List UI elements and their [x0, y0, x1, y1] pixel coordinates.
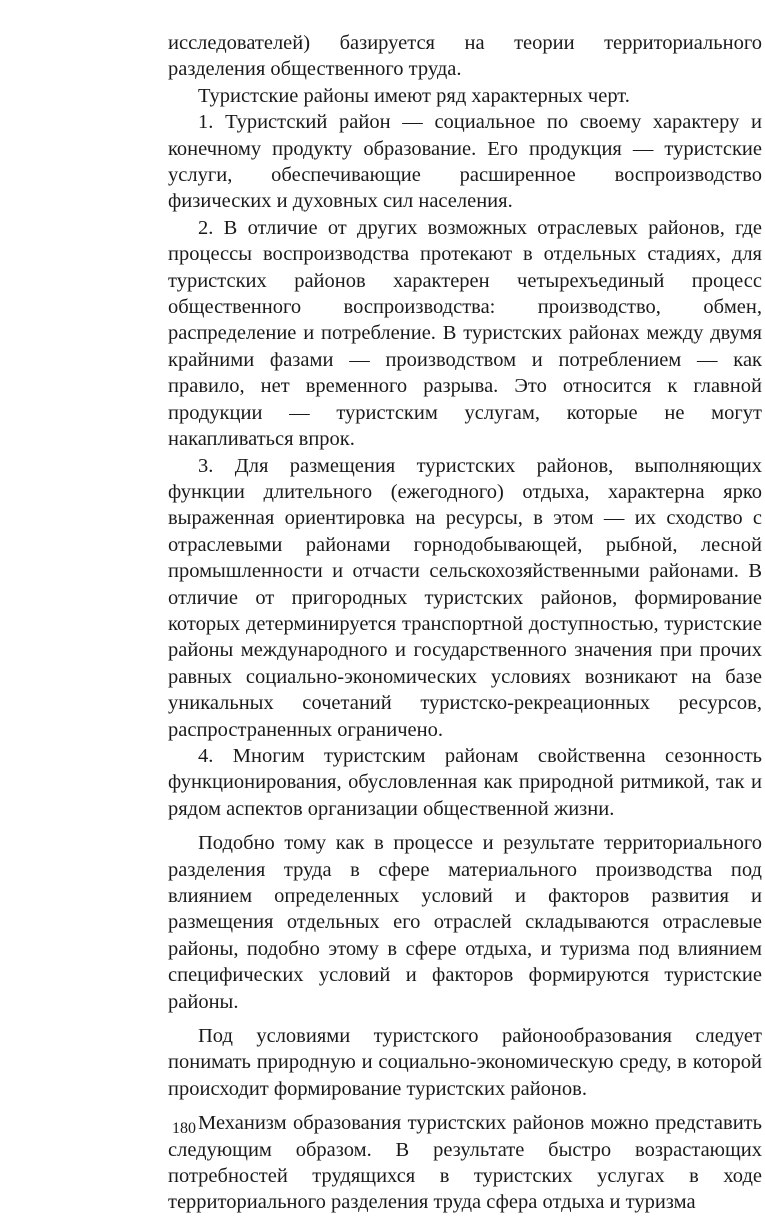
paragraph-conditions: Под условиями туристского районообразования следует понимать природную и социально-экономическую среду, в которой происходит формирование туристских районов. — [168, 1025, 762, 1100]
page-number: 180 — [172, 1120, 196, 1137]
paragraph-feature-3: 3. Для размещения туристских районов, выполняющих функции длительного (ежегодного) отдыха, характерна ярко выраженная ориентировка на ресурсы, в этом — их сходство с отраслевыми районами горнодобывающей, рыбной, лесной промышленности и отчасти сельскохозяйственными районами. В отличие от пригородных туристских районов, формирование которых детерминируется транспортной доступностью, туристские районы международного и государственного значения при прочих равных социально-экономических условиях возникают на базе уникальных сочетаний туристско-рекреационных ресурсов, распространенных ограничено. — [168, 454, 762, 741]
paragraph-analogy: Подобно тому как в процессе и результате территориального разделения труда в сфере материального производства под влиянием определенных условий и факторов развития и размещения отдельных его отраслей складываются отраслевые районы, подобно этому в сфере отдыха, и туризма под влиянием специфических условий и факторов формируются туристские районы. — [168, 832, 762, 1013]
paragraph-intro-features: Туристские районы имеют ряд характерных черт. — [198, 84, 630, 107]
paragraph-feature-1: 1. Туристский район — социальное по своему характеру и конечному продукту образование. Его продукция — туристские услуги, обеспечивающие расширенное воспроизводство физических и духовных сил населения. — [168, 111, 762, 213]
page-body-text — [168, 30, 762, 1216]
paragraph-feature-2: 2. В отличие от других возможных отраслевых районов, где процессы воспроизводства протекают в отдельных стадиях, для туристских районов характерен четырехъединый процесс общественного воспроизводства: производство, обмен, распределение и потребление. В туристских районах между двумя крайними фазами — производством и потреблением — как правило, нет временного разрыва. Это относится к главной продукции — туристским услугам, которые не могут накапливаться впрок. — [168, 216, 762, 451]
paragraph-mechanism: Механизм образования туристских районов можно представить следующим образом. В результате быстро возрастающих потребностей трудящихся в туристских услугах в ходе территориального разделения труда сфера отдыха и туризма — [168, 1112, 762, 1214]
paragraph-feature-4: 4. Многим туристским районам свойственна сезонность функционирования, обусловленная как природной ритмикой, так и рядом аспектов организации общественной жизни. — [168, 744, 762, 820]
paragraph-continuation: исследователей) базируется на теории территориального разделения общественного труда. — [168, 32, 762, 81]
